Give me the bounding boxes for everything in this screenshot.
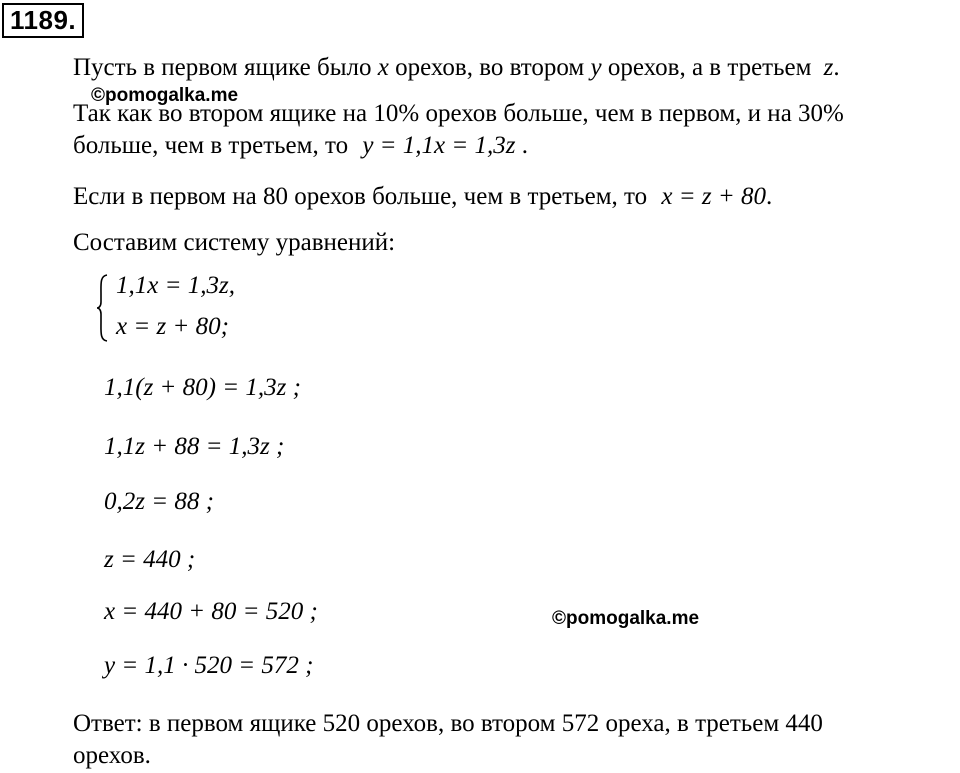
system-equation-1: 1,1x = 1,3z, <box>116 272 235 299</box>
intro-text: . <box>833 54 840 81</box>
equation-x: x = z + 80 <box>661 183 766 210</box>
intro-text: орехов, во втором <box>388 54 591 81</box>
intro-text: . <box>521 132 528 159</box>
intro-line-4 <box>73 182 772 212</box>
intro-text: орехов, а в третьем <box>601 54 818 81</box>
equation-relation: y = 1,1x = 1,3z <box>362 132 516 159</box>
watermark: ©pomogalka.me <box>91 85 239 106</box>
intro-text: Пусть в первом ящике было <box>73 54 378 81</box>
system-equation-2: x = z + 80; <box>116 313 229 340</box>
watermark: ©pomogalka.me <box>552 608 700 629</box>
intro-text: больше, чем в третьем, то <box>73 132 349 159</box>
intro-line-1 <box>73 53 840 83</box>
solution-step: 1,1z + 88 = 1,3z ; <box>104 433 285 460</box>
solution-step: y = 1,1 · 520 = 572 ; <box>104 652 314 679</box>
solution-step: 0,2z = 88 ; <box>104 488 214 515</box>
intro-text: . <box>765 183 773 210</box>
intro-line-2: Так как во втором ящике на 10% орехов больше, чем в первом, и на 30% <box>73 100 844 127</box>
answer-line-1: Ответ: в первом ящике 520 орехов, во втором 572 ореха, в третьем 440 <box>73 710 823 737</box>
intro-line-5: Составим систему уравнений: <box>73 229 396 256</box>
var-y: y <box>590 54 602 81</box>
var-z: z <box>823 54 834 81</box>
solution-step: x = 440 + 80 = 520 ; <box>104 598 318 625</box>
var-x: x <box>377 54 389 81</box>
solution-step: z = 440 ; <box>104 546 196 573</box>
solution-step: 1,1(z + 80) = 1,3z ; <box>104 374 301 401</box>
problem-number: 1189. <box>2 3 84 38</box>
intro-text: Если в первом на 80 орехов больше, чем в третьем, то <box>73 183 648 210</box>
intro-line-3 <box>73 131 528 161</box>
answer-line-2: орехов. <box>73 742 151 769</box>
system-brace <box>96 274 108 342</box>
